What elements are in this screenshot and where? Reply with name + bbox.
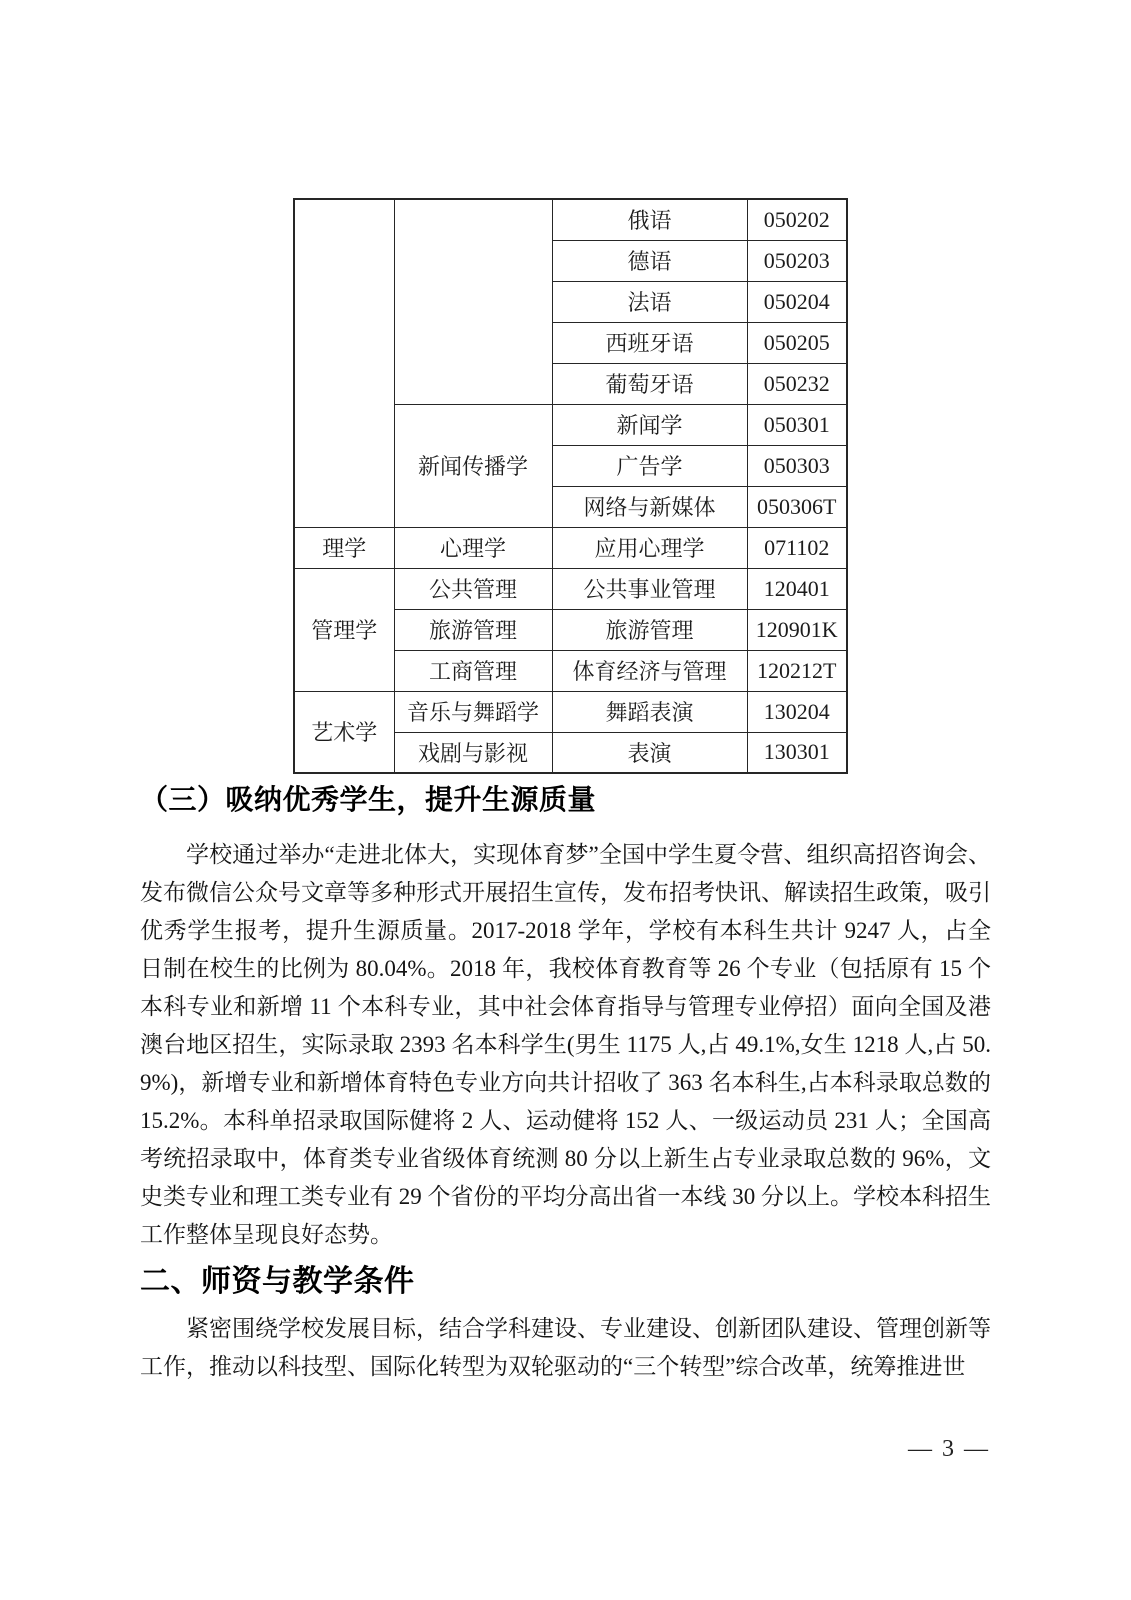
cell-major: 德语 (552, 240, 747, 281)
cell-discipline: 戏剧与影视 (394, 732, 552, 773)
cell-major: 表演 (552, 732, 747, 773)
cell-code: 071102 (747, 527, 847, 568)
cell-code: 050301 (747, 404, 847, 445)
cell-code: 120212T (747, 650, 847, 691)
cell-discipline: 音乐与舞蹈学 (394, 691, 552, 732)
cell-code: 050303 (747, 445, 847, 486)
page-number: — 3 — (908, 1436, 990, 1462)
cell-major: 俄语 (552, 199, 747, 240)
cell-major: 西班牙语 (552, 322, 747, 363)
cell-code: 050204 (747, 281, 847, 322)
cell-category (294, 199, 394, 527)
table-row (294, 527, 847, 568)
cell-code: 050202 (747, 199, 847, 240)
cell-code: 130301 (747, 732, 847, 773)
cell-discipline (394, 199, 552, 404)
cell-discipline: 旅游管理 (394, 609, 552, 650)
table-row (294, 691, 847, 732)
paragraph-faculty: 紧密围绕学校发展目标，结合学科建设、专业建设、创新团队建设、管理创新等工作，推动以科技型、国际化转型为双轮驱动的“三个转型”综合改革，统筹推进世 (140, 1316, 991, 1379)
cell-category: 理学 (294, 527, 394, 568)
cell-major: 广告学 (552, 445, 747, 486)
paragraph-enrollment: 学校通过举办“走进北体大，实现体育梦”全国中学生夏令营、组织高招咨询会、发布微信公众号文章等多种形式开展招生宣传，发布招考快讯、解读招生政策，吸引优秀学生报考，提升生源质量。2017-2018 学年，学校有本科生共计 9247 人，占全日制在校生的比例为 80.04%。2018 年，我校体育教育等 26 个专业（包括原有 15 个本科专业和新增 11 个本科专业，其中社会体育指导与管理专业停招）面向全国及港澳台地区招生，实际录取 2393 名本科学生(男生 1175 人,占 49.1%,女生 1218 人,占 50.9%)，新增专业和新增体育特色专业方向共计招收了 363 名本科生,占本科录取总数的 15.2%。本科单招录取国际健将 2 人、运动健将 152 人、一级运动员 231 人；全国高考统招录取中，体育类专业省级体育统测 80 分以上新生占专业录取总数的 96%，文史类专业和理工类专业有 29 个省份的平均分高出省一本线 30 分以上。学校本科招生工作整体呈现良好态势。 (140, 842, 991, 1247)
majors-table (293, 198, 848, 774)
cell-major: 旅游管理 (552, 609, 747, 650)
cell-code: 050203 (747, 240, 847, 281)
cell-major: 葡萄牙语 (552, 363, 747, 404)
cell-code: 130204 (747, 691, 847, 732)
cell-major: 舞蹈表演 (552, 691, 747, 732)
cell-category: 艺术学 (294, 691, 394, 773)
cell-code: 050205 (747, 322, 847, 363)
document-page-content (140, 198, 991, 1386)
cell-major: 网络与新媒体 (552, 486, 747, 527)
cell-discipline: 工商管理 (394, 650, 552, 691)
cell-major: 应用心理学 (552, 527, 747, 568)
cell-major: 体育经济与管理 (552, 650, 747, 691)
cell-discipline: 心理学 (394, 527, 552, 568)
cell-code: 050306T (747, 486, 847, 527)
cell-discipline: 公共管理 (394, 568, 552, 609)
cell-major: 新闻学 (552, 404, 747, 445)
cell-major: 公共事业管理 (552, 568, 747, 609)
section-heading-faculty: 二、师资与教学条件 (140, 1265, 415, 1298)
cell-code: 120901K (747, 609, 847, 650)
cell-code: 120401 (747, 568, 847, 609)
cell-code: 050232 (747, 363, 847, 404)
section-heading-students: （三）吸纳优秀学生，提升生源质量 (140, 784, 597, 815)
cell-discipline: 新闻传播学 (394, 404, 552, 527)
cell-major: 法语 (552, 281, 747, 322)
cell-category: 管理学 (294, 568, 394, 691)
table-row (294, 199, 847, 240)
table-row (294, 568, 847, 609)
